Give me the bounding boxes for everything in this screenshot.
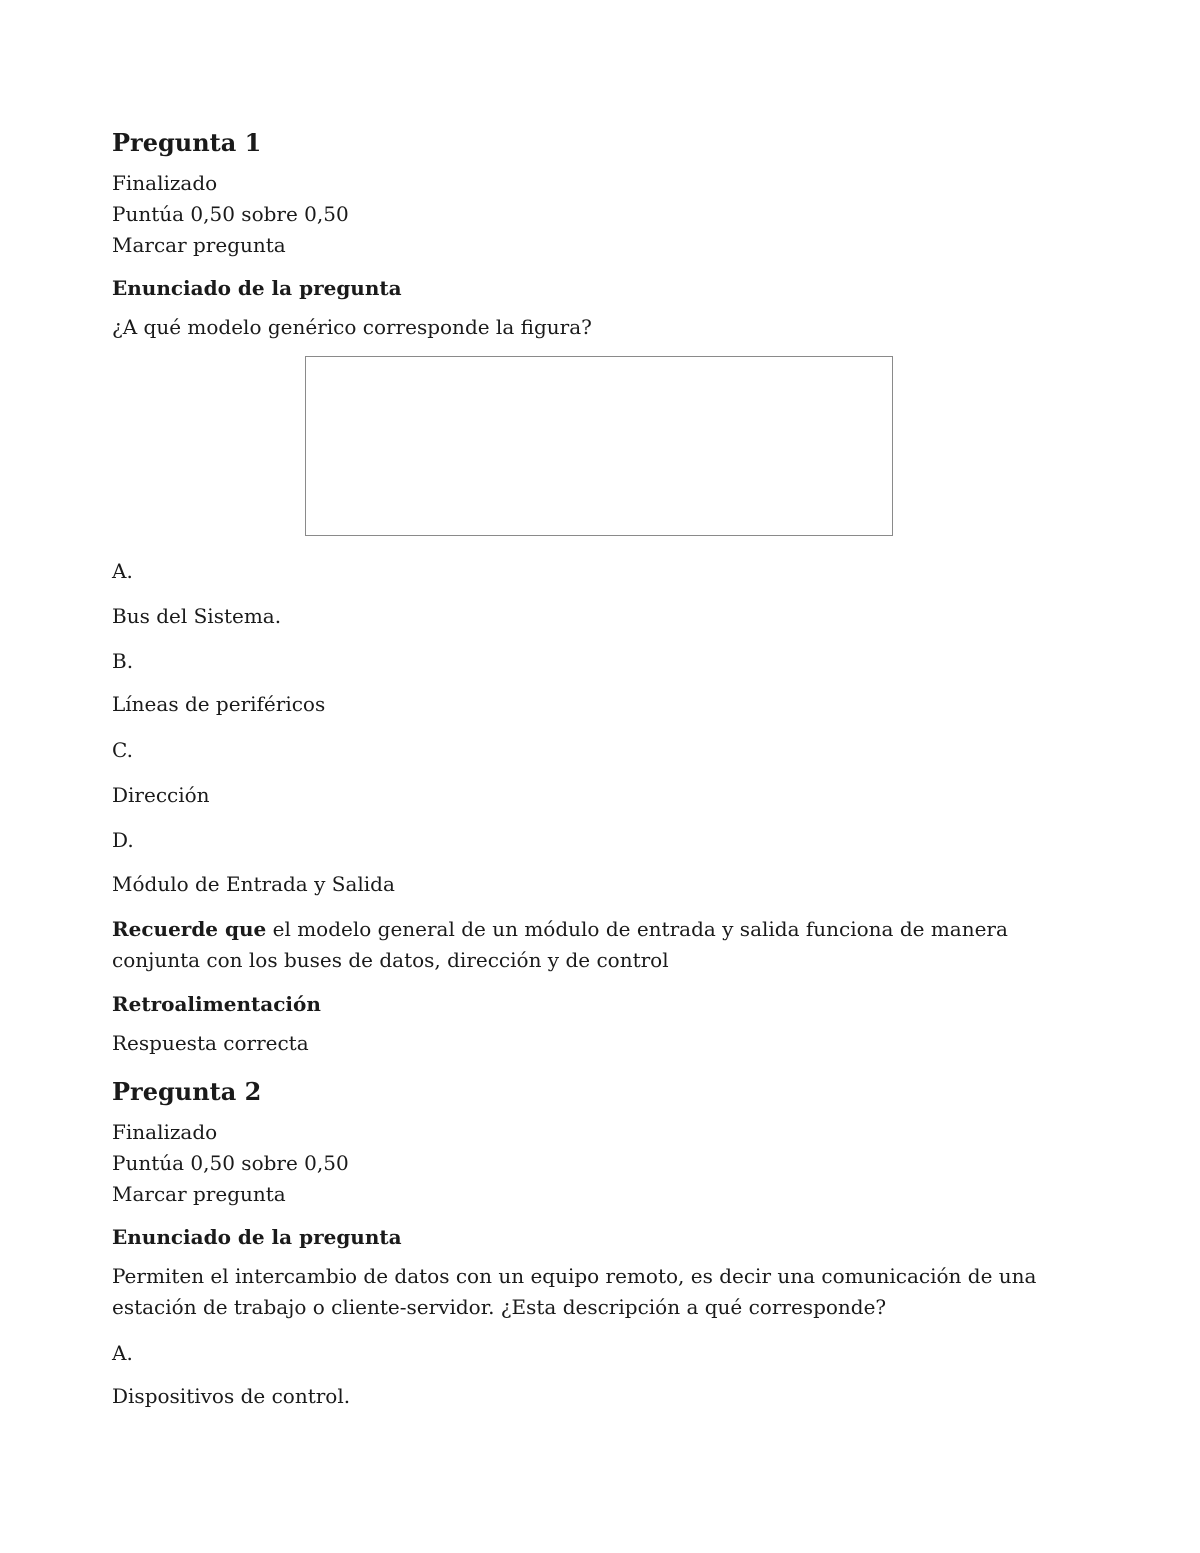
question-1-note-bold: Recuerde que	[112, 917, 267, 941]
question-2-score: Puntúa 0,50 sobre 0,50	[112, 1151, 349, 1175]
question-1-flag[interactable]: Marcar pregunta	[112, 233, 286, 257]
question-2-option-a-text: Dispositivos de control.	[112, 1384, 351, 1408]
question-1-feedback: Respuesta correcta	[112, 1031, 309, 1055]
question-2-statement-heading: Enunciado de la pregunta	[112, 1225, 402, 1249]
question-1-figure-placeholder	[305, 356, 893, 536]
question-1-option-c-letter: C.	[112, 738, 133, 762]
question-1-title: Pregunta 1	[112, 128, 262, 157]
question-1-note	[112, 914, 1088, 976]
question-1-score: Puntúa 0,50 sobre 0,50	[112, 202, 349, 226]
question-1-statement-heading: Enunciado de la pregunta	[112, 276, 402, 300]
question-2-title: Pregunta 2	[112, 1077, 262, 1106]
question-1-option-b-text: Líneas de periféricos	[112, 692, 326, 716]
question-1-option-b-letter: B.	[112, 649, 134, 673]
question-1-feedback-heading: Retroalimentación	[112, 992, 321, 1016]
question-1-option-a-text: Bus del Sistema.	[112, 604, 282, 628]
question-2-statement: Permiten el intercambio de datos con un equipo remoto, es decir una comunicación de una estación de trabajo o cliente-servidor. ¿Esta descripción a qué corresponde?	[112, 1264, 1037, 1319]
question-2-flag[interactable]: Marcar pregunta	[112, 1182, 286, 1206]
question-2-state: Finalizado	[112, 1120, 218, 1144]
question-1-option-a-letter: A.	[112, 559, 133, 583]
question-1-option-d-text: Módulo de Entrada y Salida	[112, 872, 395, 896]
question-1-option-c-text: Dirección	[112, 783, 210, 807]
question-1-note-text: el modelo general de un módulo de entrada y salida funciona de manera conjunta con los buses de datos, dirección y de control	[112, 917, 1008, 972]
question-1-statement: ¿A qué modelo genérico corresponde la figura?	[112, 315, 592, 339]
question-2-option-a-letter: A.	[112, 1341, 133, 1365]
question-1-option-d-letter: D.	[112, 828, 134, 852]
question-1-state: Finalizado	[112, 171, 218, 195]
